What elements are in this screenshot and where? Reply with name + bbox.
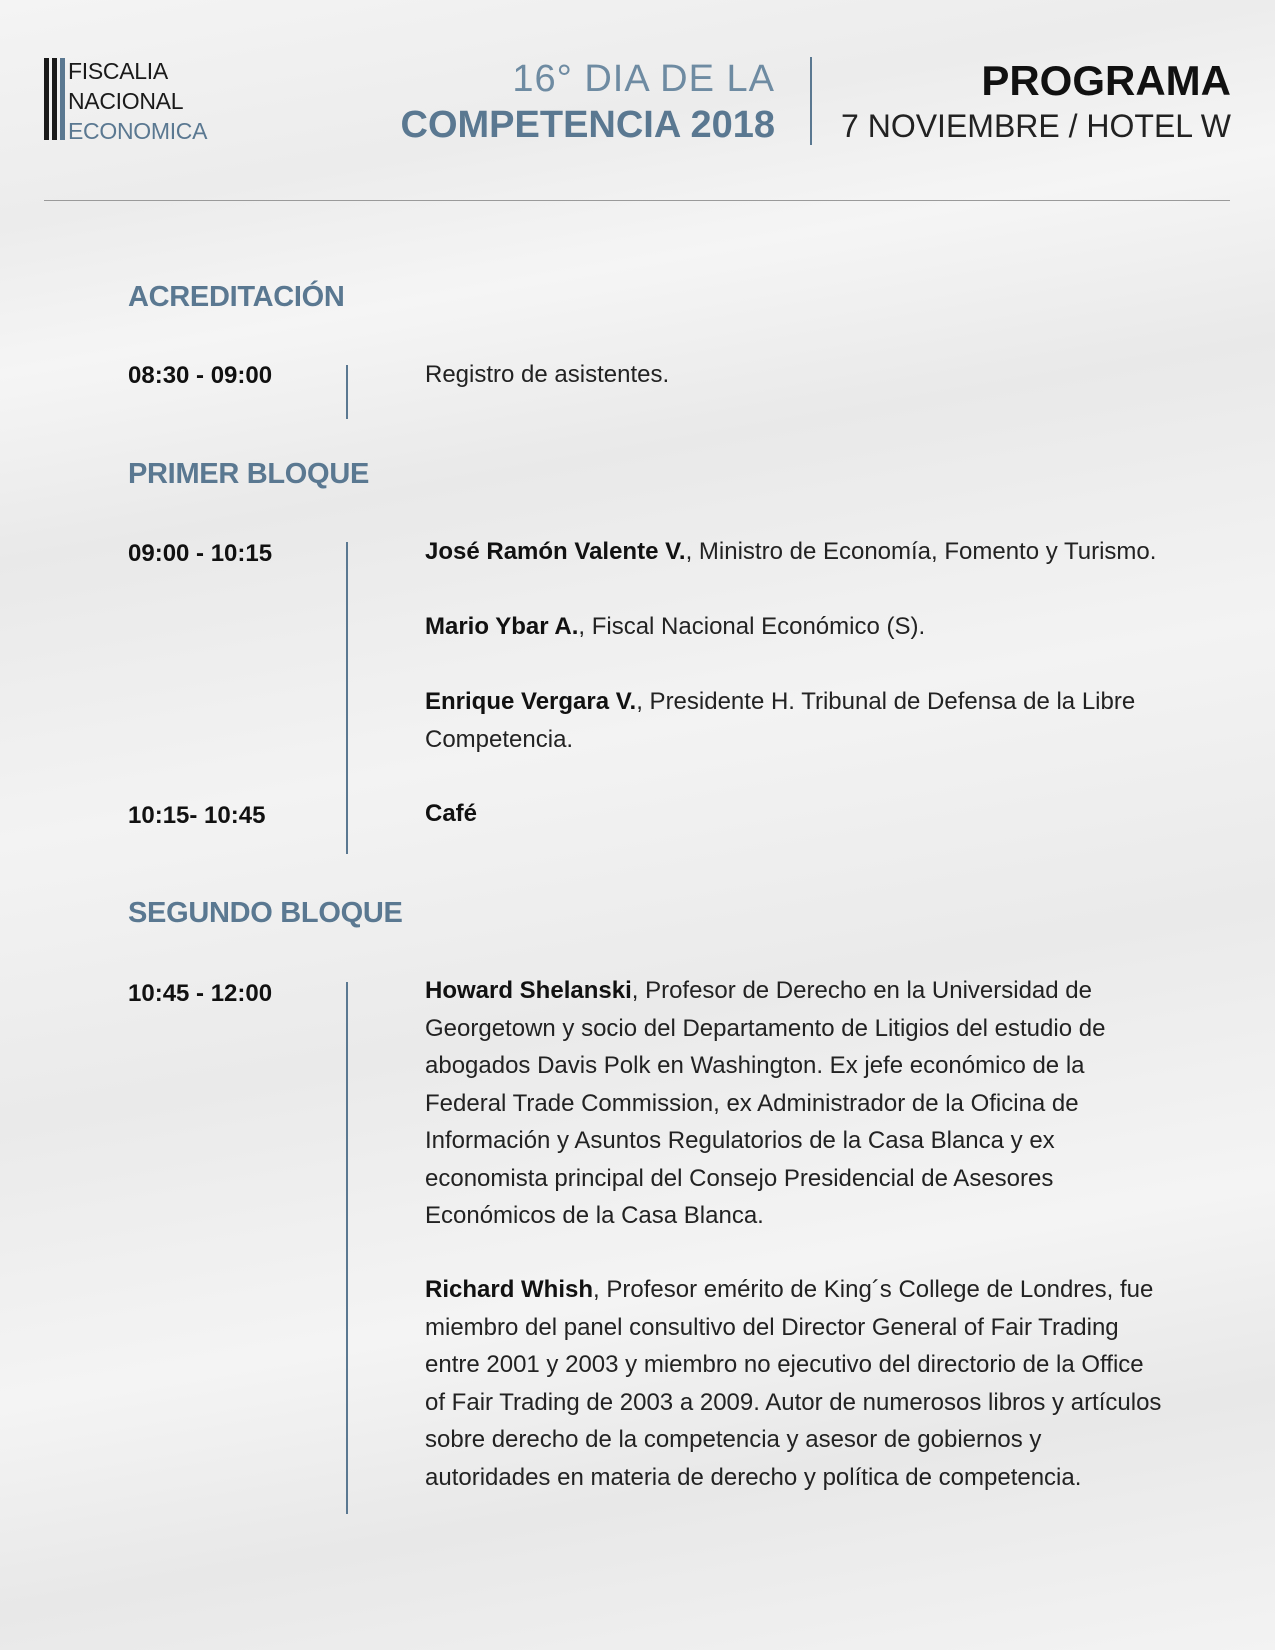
programa-title: PROGRAMA — [981, 57, 1231, 104]
agenda-item — [425, 356, 1165, 394]
slot-time: 10:45 - 12:00 — [128, 980, 273, 1007]
section-title-primer-bloque: PRIMER BLOQUE — [128, 458, 370, 490]
speaker-name: Enrique Vergara V. — [425, 688, 637, 715]
programa-subtitle: 7 NOVIEMBRE / HOTEL W — [841, 108, 1231, 144]
speaker-name: Howard Shelanski — [425, 977, 632, 1004]
section-title-segundo-bloque: SEGUNDO BLOQUE — [128, 897, 403, 929]
item-description: , Profesor de Derecho en la Universidad de Georgetown y socio del Departamento de Litigios del estudio de abogados Davis Polk en Washington. Ex jefe económico de la Federal Trade Commission, ex Administrador de la Oficina de Información y Asuntos Regulatorios de la Casa Blanca y ex economista principal del Consejo Presidencial de Asesores Económicos de la Casa Blanca. — [425, 977, 1106, 1229]
timeline-line — [346, 982, 348, 1514]
agenda-item — [425, 683, 1145, 758]
logo-line-1: FISCALIA — [68, 58, 168, 84]
agenda-item — [425, 795, 1165, 833]
agenda-item — [425, 1271, 1165, 1496]
logo-text — [68, 56, 208, 144]
agenda-item — [425, 533, 1165, 571]
event-title — [401, 56, 775, 148]
header-rule — [44, 200, 1230, 201]
fne-logo — [44, 56, 208, 144]
item-description: , Fiscal Nacional Económico (S). — [578, 613, 926, 640]
section-title-acreditacion: ACREDITACIÓN — [128, 281, 345, 313]
slot-time: 10:15- 10:45 — [128, 802, 266, 829]
slot-time: 08:30 - 09:00 — [128, 362, 273, 389]
item-description: , Ministro de Economía, Fomento y Turismo. — [685, 538, 1157, 565]
event-title-line-2: COMPETENCIA 2018 — [400, 104, 775, 146]
speaker-name: Richard Whish — [425, 1276, 594, 1303]
speaker-name: José Ramón Valente V. — [425, 538, 686, 565]
item-description: , Profesor emérito de King´s College de Londres, fue miembro del panel consultivo del Director General of Fair Trading entre 2001 y 2003 y miembro no ejecutivo del directorio de la Office of Fair Trading de 2003 a 2009. Autor de numerosos libros y artículos sobre derecho de la competencia y asesor de gobiernos y autoridades en materia de derecho y política de competencia. — [425, 1276, 1162, 1491]
timeline-line — [346, 365, 348, 419]
event-title-line-1: 16° DIA DE LA — [512, 58, 775, 100]
slot-time: 09:00 - 10:15 — [128, 540, 273, 567]
logo-line-2: NACIONAL — [68, 88, 184, 114]
item-description: , Presidente H. Tribunal de Defensa de la Libre Competencia. — [425, 688, 1136, 753]
programa-block — [841, 56, 1231, 146]
agenda-item — [425, 972, 1165, 1235]
header-divider — [810, 57, 812, 145]
item-description: Registro de asistentes. — [425, 361, 670, 388]
break-label: Café — [425, 800, 478, 827]
speaker-name: Mario Ybar A. — [425, 613, 579, 640]
logo-line-3: ECONOMICA — [68, 118, 208, 144]
logo-bars-icon — [44, 58, 65, 140]
agenda-item — [425, 608, 1165, 646]
timeline-line — [346, 542, 348, 854]
